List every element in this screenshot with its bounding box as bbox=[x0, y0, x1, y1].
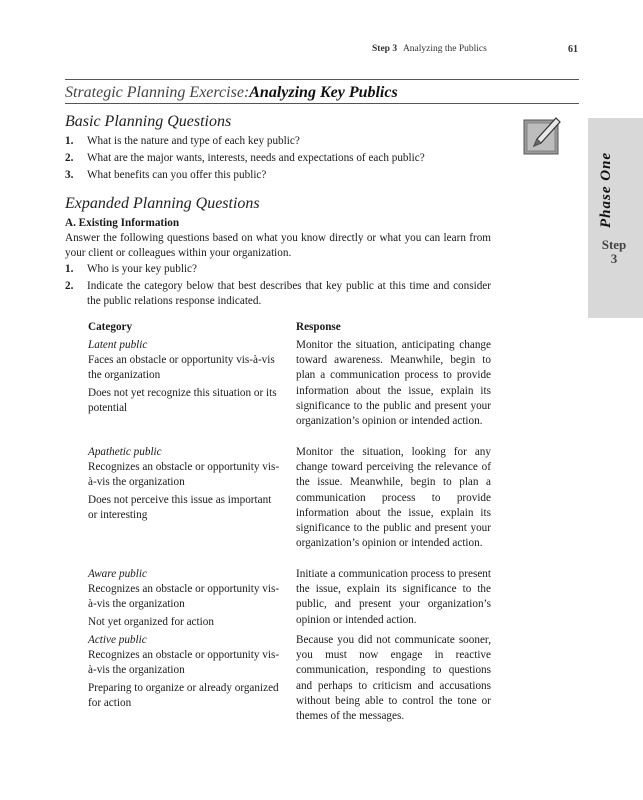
expanded-heading: Expanded Planning Questions bbox=[65, 195, 260, 212]
response-text: Monitor the situation, anticipating change toward awareness. Meanwhile, begin to plan a communication process to provide information about the issue, explain its significance to the public and present your organization’s opinion or intended action. bbox=[296, 339, 491, 428]
exercise-name: Analyzing Key Publics bbox=[249, 84, 398, 101]
title-bottom-rule bbox=[65, 103, 579, 104]
pencil-edit-icon bbox=[522, 114, 564, 161]
exercise-prefix: Strategic Planning Exercise: bbox=[65, 84, 250, 101]
step-tab-number: 3 bbox=[610, 251, 618, 266]
category-desc: Recognizes an obstacle or opportunity vis-à-vis the organization bbox=[88, 461, 280, 489]
category-desc: Recognizes an obstacle or opportunity vis-à-vis the organization bbox=[88, 649, 280, 677]
response-text: Initiate a communication process to present the issue, explain its significance to the public, and present your organization’s opinion or intended action. bbox=[296, 568, 491, 626]
basic-question: 1. What is the nature and type of each key public? bbox=[65, 135, 300, 147]
existing-information-heading: A. Existing Information bbox=[65, 217, 180, 229]
category-desc: Does not perceive this issue as important or interesting bbox=[88, 493, 272, 521]
step-tab-word: Step bbox=[601, 237, 627, 252]
header-step: Step 3 bbox=[372, 44, 398, 54]
phase-label: Phase One bbox=[598, 151, 614, 228]
intro-paragraph: Answer the following questions based on what you know directly or what you can learn from your client or colleagues within your organization. bbox=[65, 232, 491, 259]
category-title: Latent public bbox=[88, 339, 148, 351]
exercise-title bbox=[65, 84, 398, 102]
category-title: Aware public bbox=[88, 568, 147, 580]
step-tab-label bbox=[600, 238, 628, 266]
basic-heading: Basic Planning Questions bbox=[65, 113, 232, 130]
category-desc: Does not yet recognize this situation or its potential bbox=[88, 386, 277, 414]
category-desc: Preparing to organize or already organized for action bbox=[88, 681, 279, 709]
header-section: Analyzing the Publics bbox=[402, 44, 487, 54]
category-title: Active public bbox=[88, 634, 147, 646]
expanded-question: 1. Who is your key public? bbox=[65, 263, 197, 275]
title-top-rule bbox=[65, 79, 579, 80]
basic-question: 2. What are the major wants, interests, needs and expectations of each public? bbox=[65, 152, 425, 164]
expanded-question: 2. Indicate the category below that best describes that key public at this time and consider the public relations response indicated. bbox=[65, 280, 491, 307]
category-title: Apathetic public bbox=[88, 446, 162, 458]
response-text: Monitor the situation, looking for any change toward perceiving the relevance of the issue. Meanwhile, begin to plan a communication process to provide information about the issue, explain its significance to the public and present your organization’s opinion or intended action. bbox=[296, 446, 491, 550]
category-desc: Recognizes an obstacle or opportunity vis-à-vis the organization bbox=[88, 583, 280, 611]
category-desc: Faces an obstacle or opportunity vis-à-vis the organization bbox=[88, 354, 275, 382]
category-desc: Not yet organized for action bbox=[88, 615, 214, 628]
response-column-header: Response bbox=[296, 321, 341, 333]
basic-question: 3. What benefits can you offer this public? bbox=[65, 169, 267, 181]
page-number: 61 bbox=[568, 44, 578, 55]
running-header bbox=[372, 44, 578, 55]
response-text: Because you did not communicate sooner, you must now engage in reactive communication, responding to questions and perhaps to criticism and accusations without being able to control the tone or themes of the messages. bbox=[296, 634, 491, 723]
category-column-header: Category bbox=[88, 321, 133, 333]
